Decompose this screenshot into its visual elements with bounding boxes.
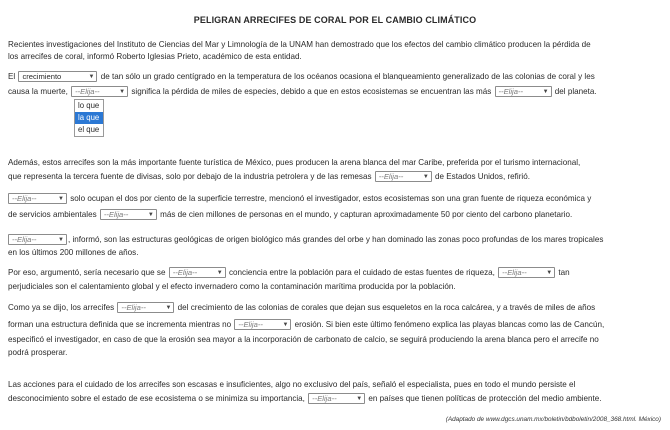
select-5-dropdown[interactable] [8,193,67,204]
select-placeholder: --Elija-- [75,87,100,97]
chevron-down-icon: ▼ [88,74,95,81]
paragraph-3-line-2 [8,171,530,182]
select-placeholder: --Elija-- [378,172,404,182]
text: , informó, son las estructuras geológicas de origen biológico más grandes del orbe y han dominado las zonas poco profundas de los mares tropicales [68,235,604,244]
select-8-dropdown[interactable] [169,267,226,278]
paragraph-7-line-2 [8,319,604,330]
select-placeholder: --Elija-- [312,394,337,404]
select-placeholder: --Elija-- [238,320,263,330]
select-placeholder: --Elija-- [121,303,146,313]
paragraph-1-line-2: los arrecifes de coral, informó Roberto Iglesias Prieto, académico de esta entidad. [8,52,302,61]
option-la-que[interactable]: la que [75,112,103,124]
select-12-dropdown[interactable] [308,393,365,404]
text: de Estados Unidos, refirió. [435,172,530,181]
text: del crecimiento de las colonias de corales que dejan sus esqueletos en la roca calcárea, y a través de miles de años [177,303,596,312]
paragraph-2-line-1 [8,71,595,82]
paragraph-7-line-3: especificó el investigador, en caso de que la erosión sea mayor a la incorporación de carbonato de calcio, se seguirá produciendo la arena blanca pero el arrecife no [8,335,599,344]
paragraph-4-line-1 [8,193,591,204]
chevron-down-icon: ▼ [119,89,126,96]
text: del planeta. [554,87,597,96]
select-placeholder: --Elija-- [498,87,523,97]
select-2-dropdown[interactable] [71,86,128,97]
paragraph-4-line-2 [8,209,572,220]
page-title: PELIGRAN ARRECIFES DE CORAL POR EL CAMBIO CLIMÁTICO [193,15,477,25]
select-7-dropdown[interactable] [8,234,67,245]
chevron-down-icon: ▼ [356,396,363,403]
select-3-dropdown[interactable] [495,86,552,97]
text: desconocimiento sobre el estado de ese ecosistema o se minimiza su importancia, [8,394,305,403]
select-placeholder: --Elija-- [12,194,37,204]
source-citation: (Adaptado de www.dgcs.unam.mx/boletin/bdboletin/2008_368.html. México) [445,416,661,423]
paragraph-7-line-1 [8,302,595,313]
text: de servicios ambientales [8,210,97,219]
text: Como ya se dijo, los arrecifes [8,303,115,312]
option-el-que[interactable]: el que [78,125,100,134]
paragraph-1-line-1: Recientes investigaciones del Instituto de Ciencias del Mar y Limnología de la UNAM han demostrado que los efectos del cambio climático producen la pérdida de [8,40,591,49]
chevron-down-icon: ▼ [546,270,553,277]
chevron-down-icon: ▼ [147,212,154,219]
select-placeholder: --Elija-- [12,235,37,245]
paragraph-8-line-2 [8,393,602,404]
select-1-dropdown[interactable] [18,71,97,82]
text: más de cien millones de personas en el mundo, y capturan aproximadamente 50 por ciento del carbono planetario. [160,210,573,219]
chevron-down-icon: ▼ [542,89,549,96]
select-placeholder: --Elija-- [502,268,527,278]
select-placeholder: --Elija-- [172,268,198,278]
chevron-down-icon: ▼ [58,196,64,203]
chevron-down-icon: ▼ [58,237,64,244]
select-placeholder: --Elija-- [103,210,129,220]
paragraph-2-line-2 [8,86,597,97]
select-6-dropdown[interactable] [100,209,157,220]
text: en países que tienen políticas de protección del medio ambiente. [368,394,602,403]
paragraph-6-line-2: perjudiciales son el calentamiento global y el efecto invernadero como la contaminación marítima producida por la población. [8,282,456,291]
select-11-dropdown[interactable] [234,319,291,330]
text: erosión. Si bien este último fenómeno explica las playas blancas como las de Cancún, [294,320,605,329]
text: El [8,72,16,81]
text: Por eso, argumentó, sería necesario que se [8,268,166,277]
paragraph-3-line-1: Además, estos arrecifes son la más importante fuente turística de México, pues producen la arena blanca del mar Caribe, preferida por el turismo internacional, [8,158,581,167]
chevron-down-icon: ▼ [422,174,429,181]
text: causa la muerte, [8,87,68,96]
text: que representa la tercera fuente de divisas, solo por debajo de la industria petrolera y de las remesas [8,172,372,181]
text: tan [558,268,570,277]
text: significa la pérdida de miles de especies, debido a que en estos ecosistemas se encuentran las más [131,87,492,96]
paragraph-5-line-1 [8,234,603,245]
chevron-down-icon: ▼ [165,305,172,312]
text: conciencia entre la población para el cuidado de estas fuentes de riqueza, [228,268,495,277]
select-4-dropdown[interactable] [375,171,432,182]
chevron-down-icon: ▼ [216,270,223,277]
chevron-down-icon: ▼ [282,322,289,329]
text: forman una estructura definida que se incrementa mientras no [8,320,232,329]
paragraph-7-line-4: podrá prosperar. [8,348,68,357]
select-9-dropdown[interactable] [498,267,555,278]
paragraph-6-line-1 [8,267,570,278]
select-2-options-list[interactable] [74,99,104,137]
option-lo-que[interactable]: lo que [78,101,100,110]
paragraph-5-line-2: en los últimos 200 millones de años. [8,248,139,257]
select-10-dropdown[interactable] [117,302,174,313]
text: solo ocupan el dos por ciento de la superficie terrestre, mencionó el investigador, estos ecosistemas son una gran fuente de riqueza económica y [70,194,592,203]
paragraph-8-line-1: Las acciones para el cuidado de los arrecifes son escasas e insuficientes, algo no exclusivo del país, señaló el especialista, pues en todo el mundo persiste el [8,380,576,389]
text: de tan sólo un grado centígrado en la temperatura de los océanos ocasiona el blanqueamiento generalizado de las colonias de coral y les [100,72,595,81]
select-value: crecimiento [22,72,62,82]
